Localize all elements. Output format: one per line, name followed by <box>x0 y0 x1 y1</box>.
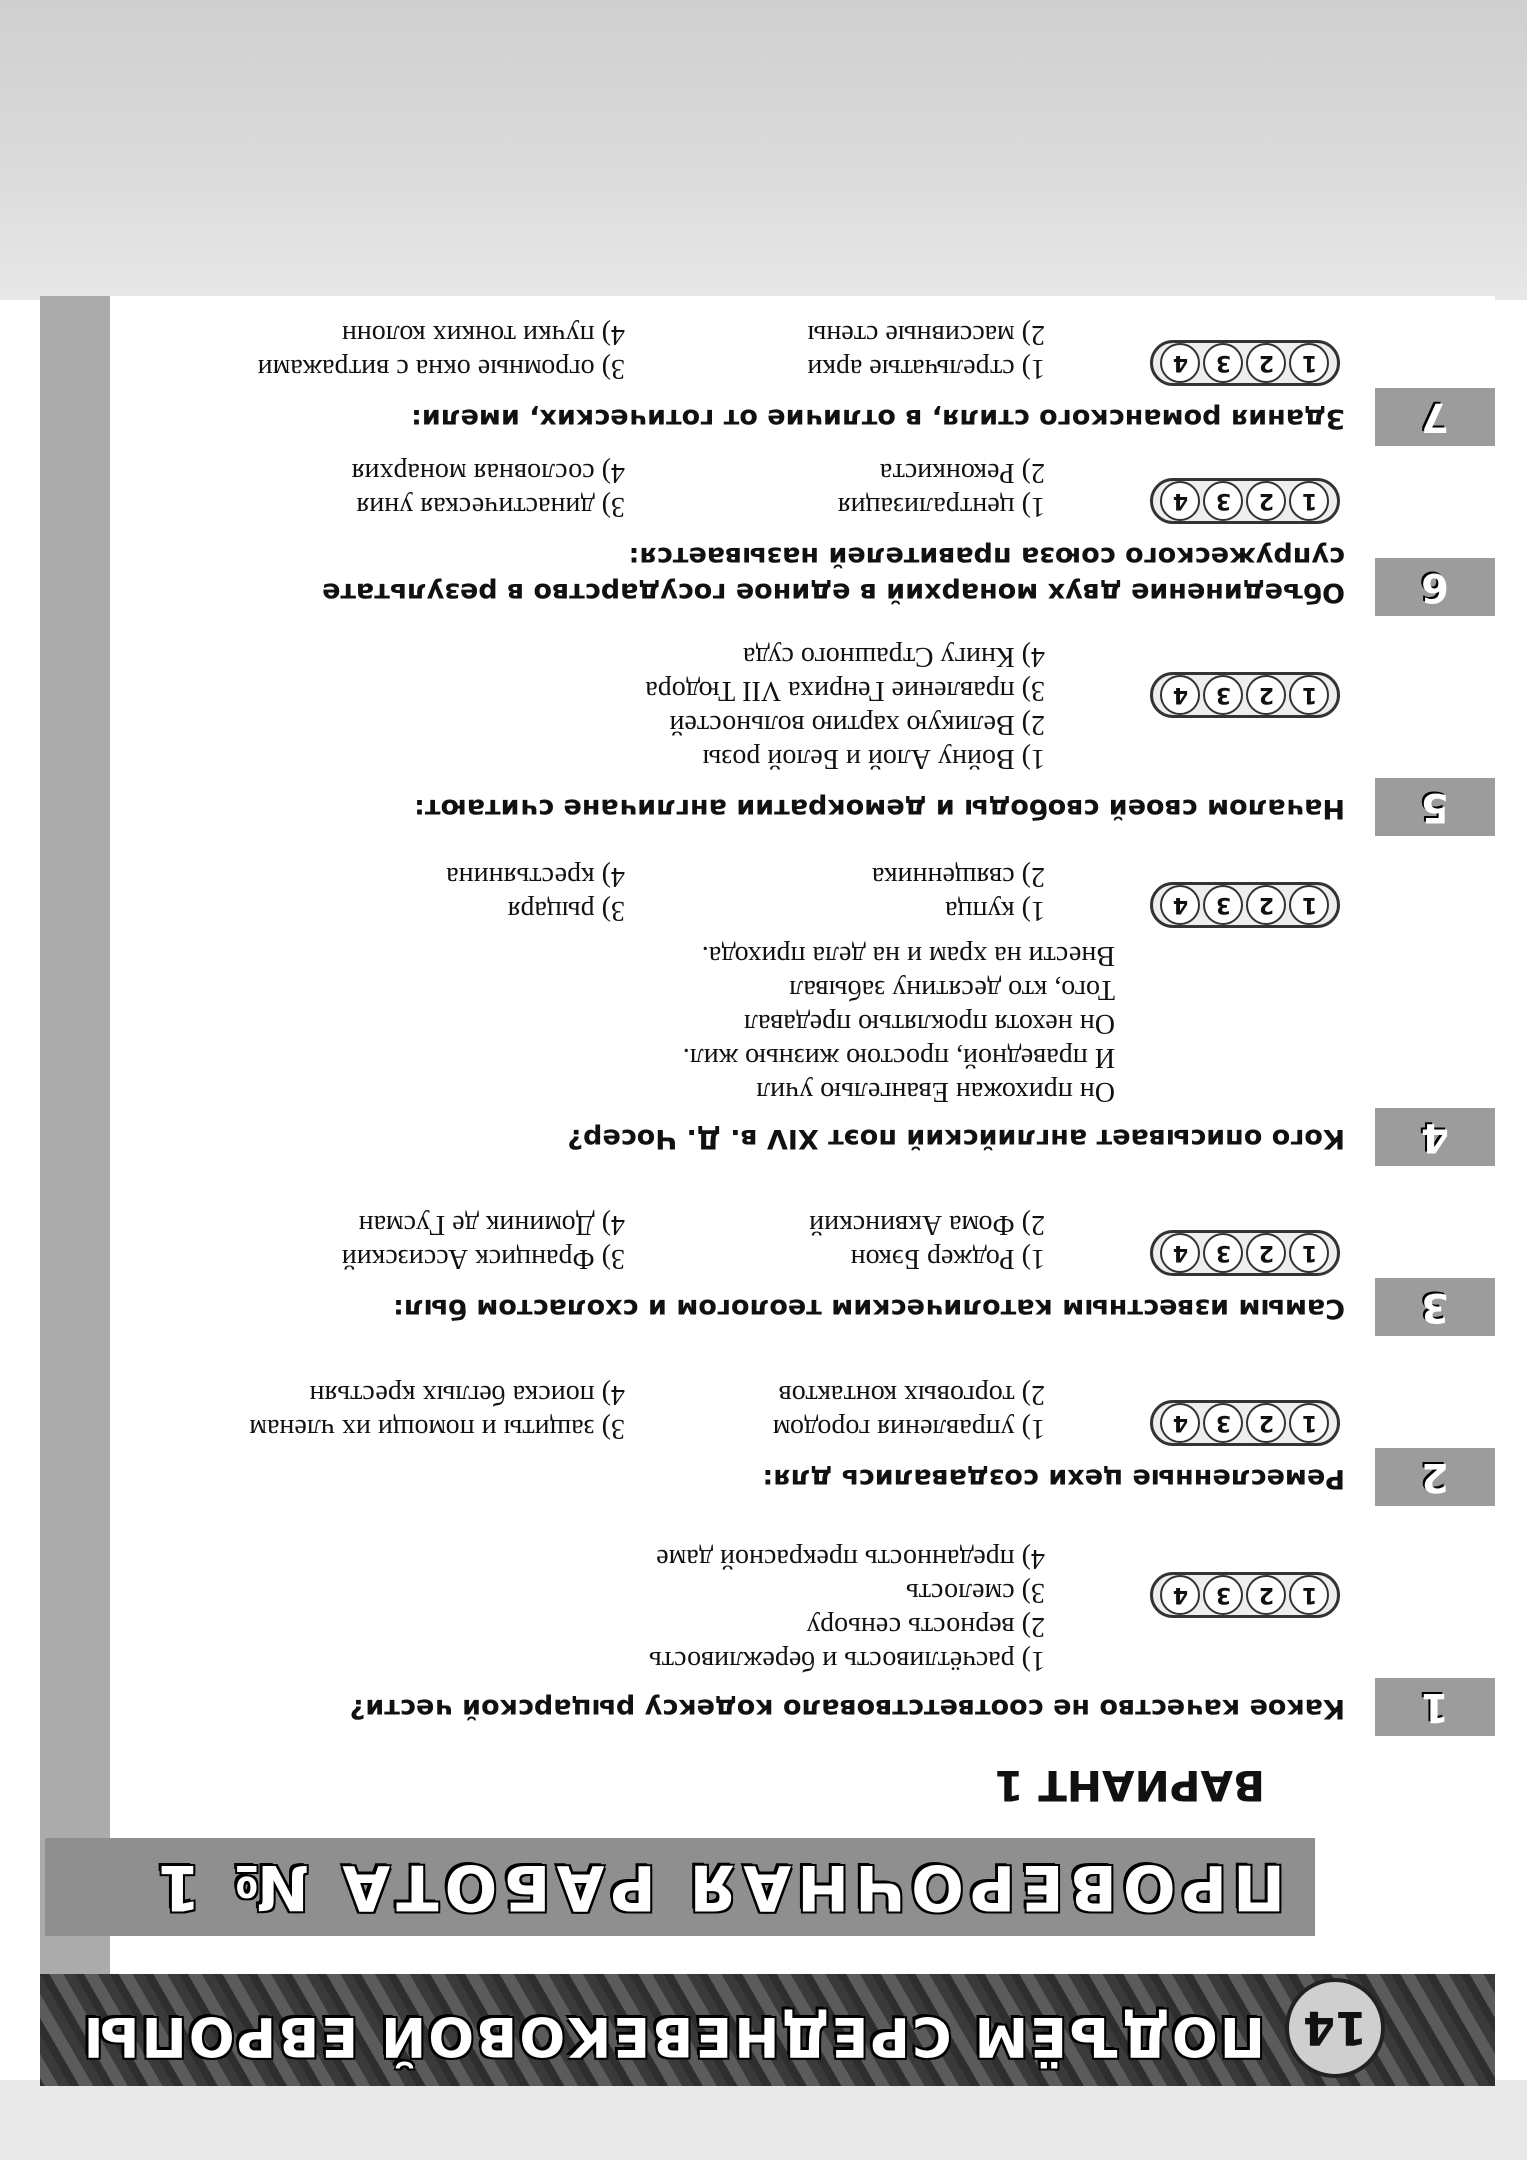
answer-mark-1[interactable]: 1 <box>1290 1233 1330 1273</box>
answer-mark-3[interactable]: 3 <box>1204 343 1244 383</box>
option-3: 3) огромные окна с витражами <box>257 353 625 384</box>
answer-mark-1[interactable]: 1 <box>1290 675 1330 715</box>
poem-line: Того, кто десятину забывал <box>789 974 1115 1005</box>
question-number: 7 <box>1375 388 1495 446</box>
answer-mark-3[interactable]: 3 <box>1204 1575 1244 1615</box>
option-1: 1) управления городом <box>772 1413 1045 1444</box>
answer-marks[interactable] <box>1150 1400 1340 1446</box>
answer-mark-4[interactable]: 4 <box>1161 1233 1201 1273</box>
option-4: 4) сословная монархия <box>351 457 625 488</box>
answer-mark-2[interactable]: 2 <box>1247 343 1287 383</box>
answer-mark-1[interactable]: 1 <box>1290 481 1330 521</box>
answer-mark-4[interactable]: 4 <box>1161 343 1201 383</box>
answer-mark-2[interactable]: 2 <box>1247 885 1287 925</box>
answer-mark-4[interactable]: 4 <box>1161 1403 1201 1443</box>
answer-mark-4[interactable]: 4 <box>1161 885 1201 925</box>
answer-mark-2[interactable]: 2 <box>1247 1575 1287 1615</box>
option-3: 3) династическая уния <box>356 491 625 522</box>
question-text: Самым известным католическим теологом и схоластом был: <box>393 1293 1345 1324</box>
textbook-page <box>40 296 1495 2086</box>
option-2: 2) Великую хартию вольностей <box>669 709 1045 740</box>
scanner-background-bottom <box>0 2080 1527 2160</box>
option-1: 1) централизация <box>837 491 1045 522</box>
option-2: 2) священника <box>871 861 1045 892</box>
option-4: 4) Доминик де Гусман <box>358 1209 625 1240</box>
answer-mark-3[interactable]: 3 <box>1204 481 1244 521</box>
answer-mark-2[interactable]: 2 <box>1247 1233 1287 1273</box>
option-2: 2) Фома Аквинский <box>809 1209 1045 1240</box>
answer-mark-2[interactable]: 2 <box>1247 481 1287 521</box>
answer-marks[interactable] <box>1150 340 1340 386</box>
option-1: 1) Роджер Бэкон <box>850 1243 1045 1274</box>
question-number: 6 <box>1375 558 1495 616</box>
question-text: Началом своей свободы и демократии англичане считают: <box>414 793 1345 824</box>
question-text: Здания романского стиля, в отличие от готических, имели: <box>411 403 1345 434</box>
option-2: 2) массивные стены <box>807 319 1045 350</box>
option-1: 1) стрельчатые арки <box>807 353 1045 384</box>
option-2: 2) Реконкиста <box>879 457 1045 488</box>
option-4: 4) поиска беглых крестьян <box>309 1379 625 1410</box>
option-3: 3) правление Генриха VII Тюдора <box>645 675 1045 706</box>
answer-mark-3[interactable]: 3 <box>1204 1233 1244 1273</box>
poem-line: Внести на храм и на дела прихода. <box>701 940 1115 971</box>
answer-mark-1[interactable]: 1 <box>1290 1575 1330 1615</box>
work-title: ПРОВЕРОЧНАЯ РАБОТА № 1 <box>151 1851 1285 1924</box>
poem-line: Он нехотя проклятью предавал <box>743 1008 1115 1039</box>
answer-marks[interactable] <box>1150 672 1340 718</box>
poem-line: И праведной, простою жизнью жил. <box>682 1042 1115 1073</box>
answer-mark-1[interactable]: 1 <box>1290 885 1330 925</box>
option-3: 3) защиты и помощи их членам <box>249 1413 625 1444</box>
option-2: 2) верность сеньору <box>806 1611 1045 1642</box>
margin-band <box>40 296 110 2086</box>
poem-quote <box>683 938 1115 1108</box>
question-text: Ремесленные цехи создавались для: <box>762 1463 1345 1494</box>
answer-mark-4[interactable]: 4 <box>1161 481 1201 521</box>
answer-mark-4[interactable]: 4 <box>1161 1575 1201 1615</box>
option-3: 3) рыцаря <box>507 895 625 926</box>
answer-marks[interactable] <box>1150 478 1340 524</box>
answer-mark-3[interactable]: 3 <box>1204 885 1244 925</box>
scanner-background <box>0 0 1527 300</box>
question-number: 3 <box>1375 1278 1495 1336</box>
question-number: 5 <box>1375 778 1495 836</box>
answer-mark-1[interactable]: 1 <box>1290 1403 1330 1443</box>
answer-mark-2[interactable]: 2 <box>1247 1403 1287 1443</box>
question-text: Какое качество не соответствовало кодексу рыцарской чести? <box>349 1693 1345 1724</box>
option-4: 4) крестьянина <box>446 861 625 892</box>
answer-mark-2[interactable]: 2 <box>1247 675 1287 715</box>
option-3: 3) смелость <box>905 1577 1045 1608</box>
option-1: 1) расчётливость и бережливость <box>649 1645 1045 1676</box>
option-3: 3) Франциск Ассизский <box>341 1243 625 1274</box>
option-2: 2) торговых контактов <box>778 1379 1045 1410</box>
option-1: 1) купца <box>945 895 1045 926</box>
answer-mark-3[interactable]: 3 <box>1204 1403 1244 1443</box>
option-4: 4) пучки тонких колонн <box>341 319 625 350</box>
question-text: Кого описывает английский поэт XIV в. Д. Чосер? <box>567 1123 1345 1154</box>
answer-mark-1[interactable]: 1 <box>1290 343 1330 383</box>
option-4: 4) преданность прекрасной даме <box>656 1543 1045 1574</box>
option-4: 4) Книгу Страшного суда <box>742 641 1045 672</box>
answer-marks[interactable] <box>1150 1230 1340 1276</box>
question-number: 2 <box>1375 1448 1495 1506</box>
page-number: 14 <box>1285 1978 1385 2078</box>
question-number: 1 <box>1375 1678 1495 1736</box>
answer-marks[interactable] <box>1150 882 1340 928</box>
poem-line: Он прихожан Евангелью учил <box>756 1076 1115 1107</box>
variant-heading: ВАРИАНТ 1 <box>994 1761 1265 1810</box>
question-text: Объединение двух монархий в единое государство в результате супружеского союза правителей называется: <box>322 541 1345 608</box>
option-1: 1) Войну Алой и Белой розы <box>702 743 1045 774</box>
answer-marks[interactable] <box>1150 1572 1340 1618</box>
answer-mark-4[interactable]: 4 <box>1161 675 1201 715</box>
answer-mark-3[interactable]: 3 <box>1204 675 1244 715</box>
question-number: 4 <box>1375 1108 1495 1166</box>
chapter-title: ПОДЪЁМ СРЕДНЕВЕКОВОЙ ЕВРОПЫ <box>81 2005 1265 2068</box>
